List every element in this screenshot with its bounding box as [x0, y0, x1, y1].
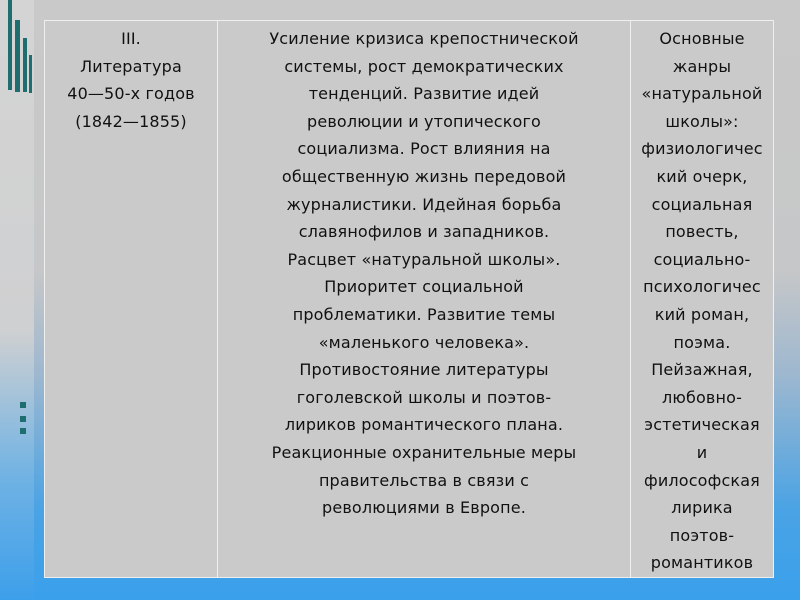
- decorative-bar: [8, 0, 12, 90]
- cell-line: «натуральной: [641, 84, 763, 104]
- cell-line: Приоритет социальной: [324, 277, 524, 297]
- cell-line: эстетическая: [644, 415, 760, 435]
- decorative-bar: [15, 20, 20, 92]
- decorative-square: [20, 428, 26, 434]
- genres-cell: [631, 21, 774, 578]
- decorative-square: [20, 402, 26, 408]
- cell-line: журналистики. Идейная борьба: [286, 194, 562, 214]
- cell-line: системы, рост демократических: [284, 56, 564, 76]
- cell-line: социально-: [653, 249, 751, 269]
- cell-line: лирика: [671, 498, 733, 518]
- cell-line: Пейзажная,: [651, 360, 753, 380]
- cell-line: жанры: [672, 56, 732, 76]
- cell-line: школы»:: [665, 111, 739, 131]
- cell-line: проблематики. Развитие темы: [292, 304, 556, 324]
- decorative-bar: [29, 55, 32, 93]
- cell-line: социальная: [651, 194, 753, 214]
- cell-line: Усиление кризиса крепостнической: [269, 29, 579, 48]
- cell-line: правительства в связи с: [318, 470, 530, 490]
- cell-line: III.: [121, 29, 141, 48]
- decorative-square: [20, 416, 26, 422]
- cell-line: повесть,: [665, 222, 739, 242]
- cell-line: гоголевской школы и поэтов-: [296, 387, 552, 407]
- cell-line: любовно-: [661, 387, 742, 407]
- cell-line: 40—50-х годов: [67, 84, 195, 104]
- cell-line: философская: [644, 470, 760, 490]
- cell-line: поэма.: [673, 332, 731, 352]
- cell-line: славянофилов и западников.: [298, 222, 550, 242]
- description-cell: [218, 21, 631, 578]
- cell-line: Литература: [80, 56, 182, 76]
- cell-line: психологичес: [643, 277, 761, 297]
- cell-line: лириков романтического плана.: [284, 415, 564, 435]
- cell-line: «маленького человека».: [318, 332, 530, 352]
- cell-line: Противостояние литературы: [299, 360, 549, 380]
- cell-line: Основные: [659, 29, 745, 48]
- cell-line: кий роман,: [654, 304, 750, 324]
- period-cell: [45, 21, 218, 578]
- cell-line: революции и утопического: [307, 111, 541, 131]
- cell-line: и: [696, 442, 708, 462]
- cell-line: общественную жизнь передовой: [281, 166, 567, 186]
- slide-left-strip: [0, 0, 34, 600]
- table-row: [45, 21, 774, 578]
- cell-line: романтиков: [650, 553, 754, 573]
- cell-line: Расцвет «натуральной школы».: [287, 249, 561, 269]
- cell-line: революциями в Европе.: [322, 498, 526, 518]
- cell-line: физиологичес: [641, 139, 763, 159]
- cell-line: социализма. Рост влияния на: [297, 139, 551, 159]
- cell-line: Реакционные охранительные меры: [271, 442, 577, 462]
- cell-line: поэтов-: [669, 525, 735, 545]
- decorative-bar: [23, 38, 27, 92]
- cell-line: кий очерк,: [656, 166, 748, 186]
- literature-period-table: [44, 20, 774, 578]
- cell-line: (1842—1855): [75, 111, 187, 131]
- cell-line: тенденций. Развитие идей: [308, 84, 540, 104]
